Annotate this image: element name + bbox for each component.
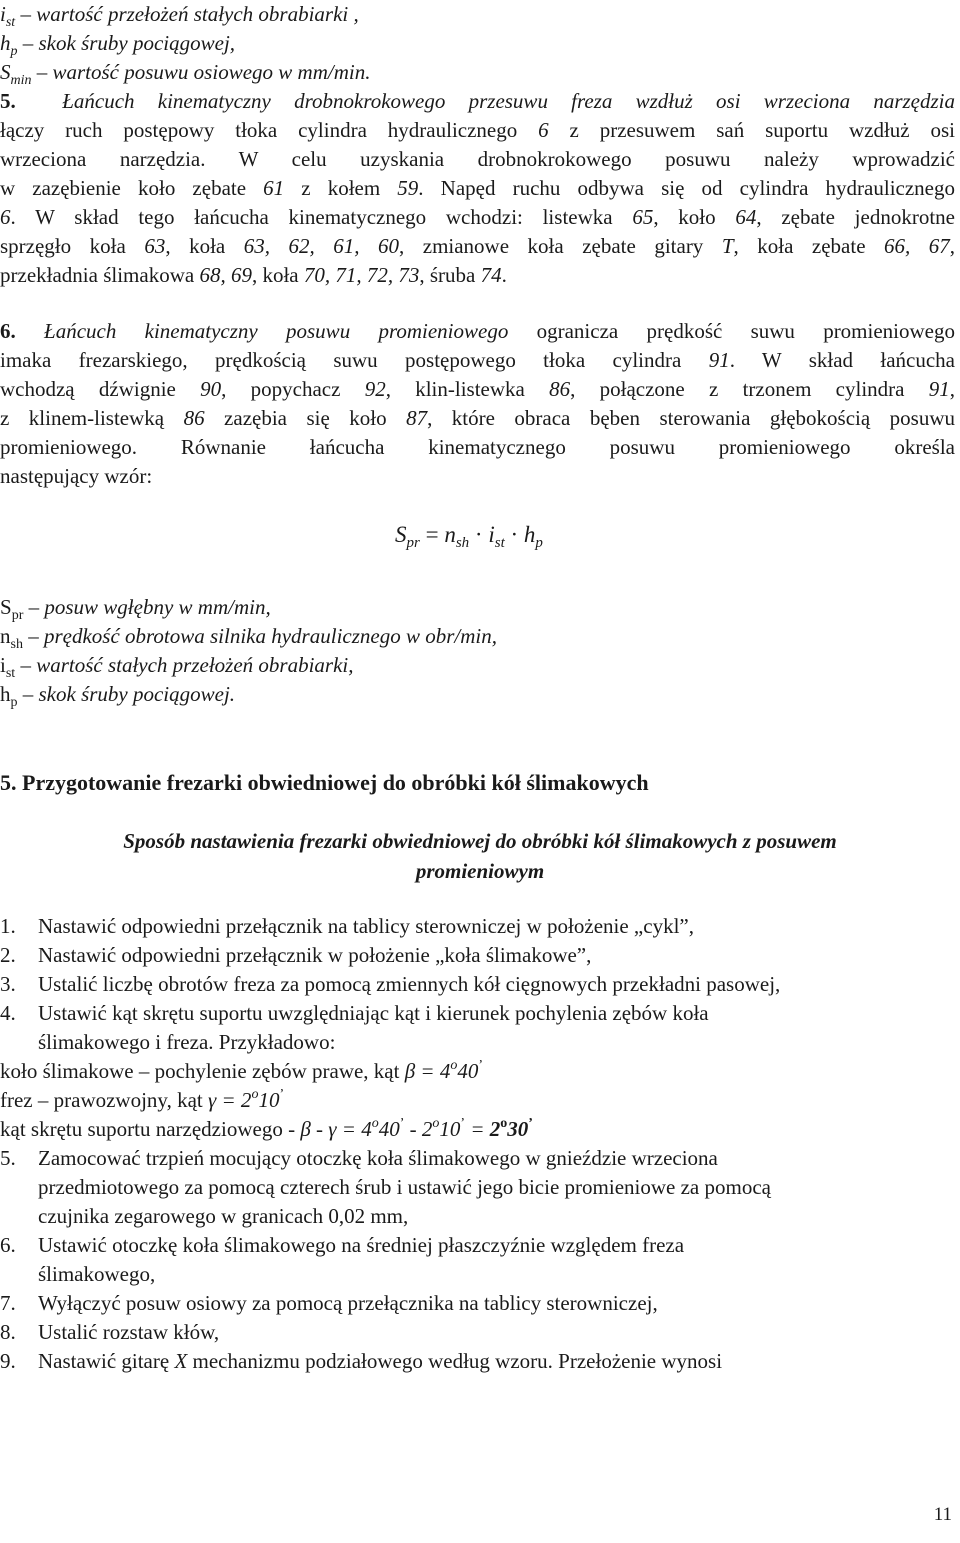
p6-line-4: z klinem-listewką 86 zazębia się koło 87, które obraca bęben sterowania głębokością posuwu [0, 406, 956, 430]
p5-line-3: wrzeciona narzędzia. W celu uzyskania drobnokrokowego posuwu należy wprowadzić [0, 147, 955, 171]
subheading-line-2: promieniowym [415, 859, 545, 883]
def-hp: $h_p$ – skok śruby pociągowej, [0, 31, 236, 59]
p5-line-7: przekładnia ślimakowa 68, 69, koła 70, 71, 72, 73, śruba 74. [0, 263, 507, 287]
example-worm-wheel: koło ślimakowe – pochylenie zębów prawe, kąt $\beta = 4^o40^’$ [0, 1058, 484, 1083]
step-1: 1. Nastawić odpowiedni przełącznik na tablicy sterowniczej w położenie „cykl”, [0, 914, 694, 938]
p6-line-3: wchodzą dźwignie 90, popychacz 92, klin-listewka 86, połączone z trzonem cylindra 91, [0, 377, 955, 401]
paragraph-6 [0, 317, 960, 491]
section-heading: 5. Przygotowanie frezarki obwiedniowej do obróbki kół ślimakowych [0, 770, 649, 795]
page-number: 11 [933, 1504, 952, 1525]
top-definitions [0, 0, 960, 87]
def-smin: $S_{min}$ – wartość posuwu osiowego w mm/min. [0, 60, 371, 88]
example-support-angle: kąt skrętu suportu narzędziowego - $\beta - \gamma = 4^o40^’ - 2^o10^’ = 2^o30^’$ [0, 1116, 533, 1141]
paragraph-5 [0, 87, 960, 290]
p6-line-2: imaka frezarskiego, prędkością suwu postępowego tłoka cylindra 91. W skład łańcucha [0, 348, 955, 372]
step-3: 3. Ustalić liczbę obrotów freza za pomocą zmiennych kół cięgnowych przekładni pasowej, [0, 972, 781, 996]
steps-list [0, 912, 960, 1376]
def-ist-2: $i_{st}$ – wartość stałych przełożeń obrabiarki, [0, 653, 354, 681]
step-5-cont-2: czujnika zegarowego w granicach 0,02 mm, [38, 1204, 409, 1228]
p5-line-6: sprzęgło koła 63, koła 63, 62, 61, 60, zmianowe koła zębate gitary T, koła zębate 66, 67, [0, 234, 956, 258]
step-7: 7. Wyłączyć posuw osiowy za pomocą przełącznika na tablicy sterowniczej, [0, 1291, 658, 1315]
p6-line-6: następujący wzór: [0, 464, 153, 488]
p5-line-5: 6. W skład tego łańcucha kinematycznego wchodzi: listewka 65, koło 64, zębate jednokrotne [0, 205, 955, 229]
step-8: 8. Ustalić rozstaw kłów, [0, 1320, 220, 1344]
p5-line-2: łączy ruch postępowy tłoka cylindra hydraulicznego 6 z przesuwem sań suportu wzdłuż osi [0, 118, 955, 142]
step-4: 4. Ustawić kąt skrętu suportu uwzględniając kąt i kierunek pochylenia zębów koła [0, 1001, 709, 1025]
p5-line-1: 5. Łańcuch kinematyczny drobnokrokowego przesuwu freza wzdłuż osi wrzeciona narzędzia [0, 89, 956, 113]
p5-line-4: w zazębienie koło zębate 61 z kołem 59. Napęd ruchu odbywa się od cylindra hydraulicznego [0, 176, 955, 200]
step-6: 6. Ustawić otoczkę koła ślimakowego na średniej płaszczyźnie względem freza [0, 1233, 685, 1257]
def-ist: $i_{st}$ – wartość przełożeń stałych obrabiarki , [0, 2, 359, 30]
example-hob: frez – prawozwojny, kąt $\gamma = 2^o10^’$ [0, 1087, 285, 1112]
bottom-definitions [0, 593, 960, 709]
step-4-cont: ślimakowego i freza. Przykładowo: [38, 1030, 336, 1054]
step-5: 5. Zamocować trzpień mocujący otoczkę koła ślimakowego w gnieździe wrzeciona [0, 1146, 718, 1170]
def-spr: $S_{pr}$ – posuw wgłębny w mm/min, [0, 595, 271, 623]
def-nsh: $n_{sh}$ – prędkość obrotowa silnika hydraulicznego w obr/min, [0, 624, 497, 652]
step-6-cont: ślimakowego, [38, 1262, 156, 1286]
subheading-line-1: Sposób nastawienia frezarki obwiedniowej do obróbki kół ślimakowych z posuwem [123, 829, 837, 853]
p6-line-1: 6. Łańcuch kinematyczny posuwu promieniowego ogranicza prędkość suwu promieniowego [0, 319, 955, 343]
formula-spr: $S_{pr} = n_{sh} \cdot i_{st} \cdot h_p$ [395, 522, 543, 551]
def-hp-2: $h_p$ – skok śruby pociągowej. [0, 682, 236, 710]
p6-line-5: promieniowego. Równanie łańcucha kinematycznego posuwu promieniowego określa [0, 435, 955, 459]
step-9: 9. Nastawić gitarę X mechanizmu podziałowego według wzoru. Przełożenie wynosi [0, 1349, 723, 1373]
step-5-cont-1: przedmiotowego za pomocą czterech śrub i ustawić jego bicie promieniowe za pomocą [38, 1175, 771, 1199]
step-2: 2. Nastawić odpowiedni przełącznik w położenie „koła ślimakowe”, [0, 943, 592, 967]
